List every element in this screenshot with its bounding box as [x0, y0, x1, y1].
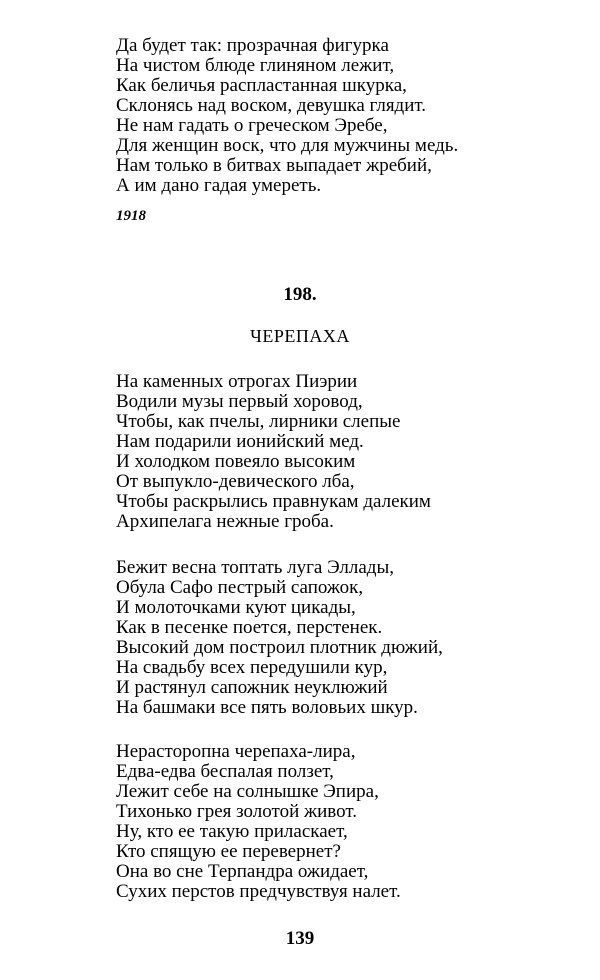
- poem-title: ЧЕРЕПАХА: [250, 326, 350, 346]
- verse-line: Кто спящую ее перевернет?: [116, 841, 341, 862]
- verse-line: Тихонько грея золотой живот.: [116, 801, 357, 822]
- verse-line: От выпукло-девического лба,: [116, 471, 355, 492]
- verse-line: Бежит весна топтать луга Эллады,: [116, 557, 394, 578]
- verse-line: Чтобы раскрылись правнукам далеким: [116, 491, 431, 512]
- verse-line: Архипелага нежные гроба.: [116, 511, 334, 532]
- verse-line: Нерасторопна черепаха-лира,: [116, 741, 356, 762]
- verse-line: Для женщин воск, что для мужчины медь.: [116, 135, 459, 156]
- verse-line: На каменных отрогах Пиэрии: [116, 371, 358, 392]
- poem-date: 1918: [116, 208, 146, 224]
- verse-line: Ну, кто ее такую приласкает,: [116, 821, 348, 842]
- verse-line: Едва-едва беспалая ползет,: [116, 761, 334, 782]
- verse-line: Как беличья распластанная шкурка,: [116, 75, 407, 96]
- verse-line: Нам только в битвах выпадает жребий,: [116, 155, 432, 176]
- poem-number: 198.: [283, 284, 317, 305]
- verse-line: Сухих перстов предчувствуя налет.: [116, 881, 401, 902]
- page-number: 139: [285, 928, 315, 949]
- verse-line: И холодком повеяло высоким: [116, 451, 356, 472]
- verse-line: Водили музы первый хоровод,: [116, 391, 363, 412]
- verse-line: И растянул сапожник неуклюжий: [116, 677, 388, 698]
- verse-line: Нам подарили ионийский мед.: [116, 431, 364, 452]
- verse-line: И молоточками куют цикады,: [116, 597, 356, 618]
- verse-line: Не нам гадать о греческом Эребе,: [116, 115, 388, 136]
- verse-line: На свадьбу всех передушили кур,: [116, 657, 388, 678]
- verse-line: Чтобы, как пчелы, лирники слепые: [116, 411, 401, 432]
- verse-line: Высокий дом построил плотник дюжий,: [116, 637, 443, 658]
- verse-line: Склонясь над воском, девушка глядит.: [116, 95, 427, 116]
- verse-line: Да будет так: прозрачная фигурка: [116, 35, 389, 56]
- verse-line: Она во сне Терпандра ожидает,: [116, 861, 369, 882]
- verse-line: Лежит себе на солнышке Эпира,: [116, 781, 379, 802]
- verse-line: А им дано гадая умереть.: [116, 175, 322, 196]
- verse-line: Обула Сафо пестрый сапожок,: [116, 577, 364, 598]
- verse-line: На башмаки все пять воловьих шкур.: [116, 697, 418, 718]
- verse-line: Как в песенке поется, перстенек.: [116, 617, 383, 638]
- verse-line: На чистом блюде глиняном лежит,: [116, 55, 395, 76]
